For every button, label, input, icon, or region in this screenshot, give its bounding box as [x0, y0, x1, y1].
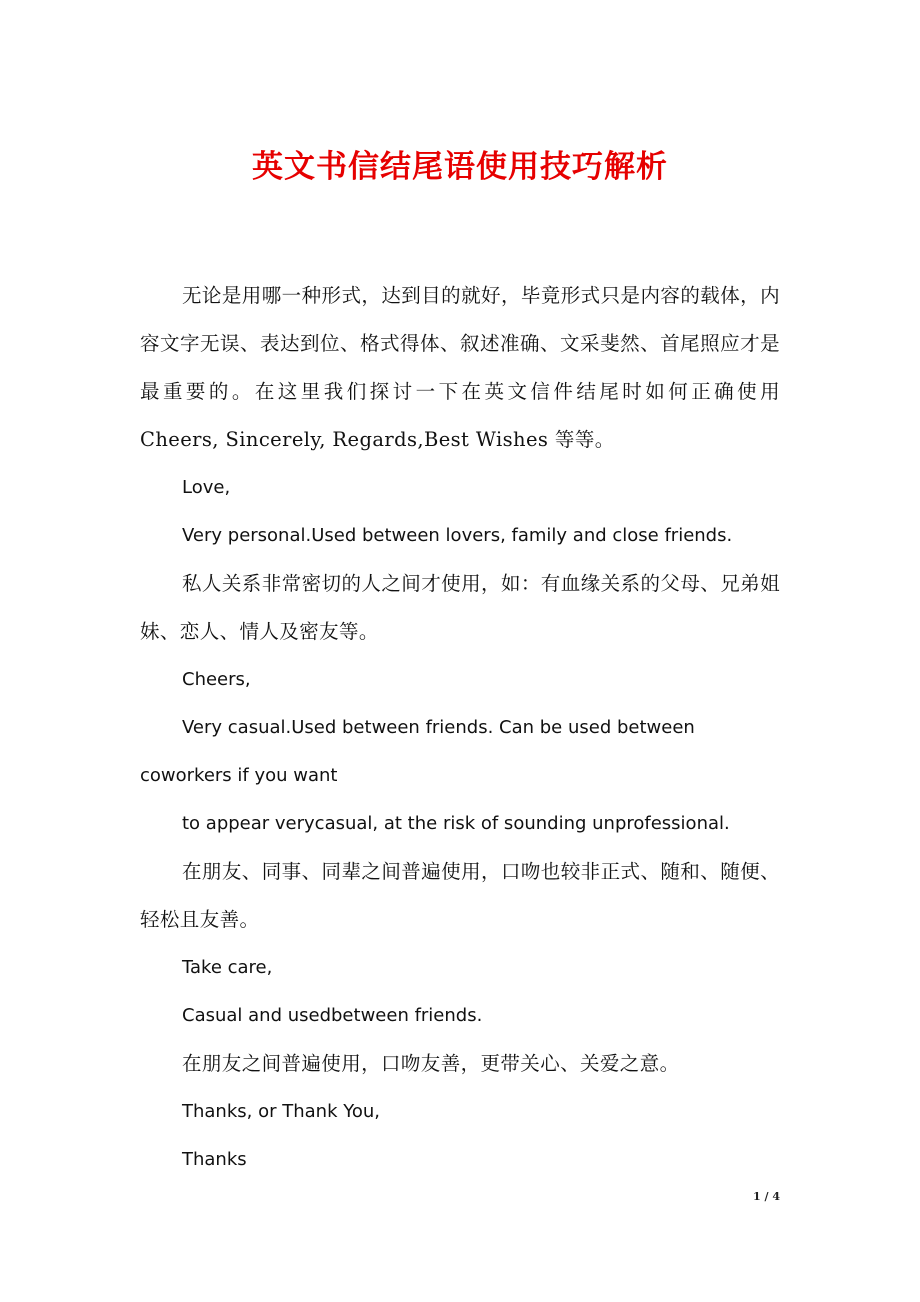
closing-thanks: Thanks, or Thank You, — [182, 1101, 380, 1122]
page-number: 1 / 4 — [753, 1190, 780, 1203]
take-care-description-zh: 在朋友之间普遍使用，口吻友善，更带关心、关爱之意。 — [182, 1052, 680, 1075]
love-description-zh: 私人关系非常密切的人之间才使用，如：有血缘关系的父母、兄弟姐妹、恋人、情人及密友等。 — [140, 572, 780, 643]
take-care-description-en: Casual and usedbetween friends. — [182, 1005, 483, 1026]
closing-love: Love, — [182, 477, 231, 498]
closing-cheers: Cheers, — [182, 669, 251, 690]
cheers-description-en: Very casual.Used between friends. Can be used between coworkers if you want — [140, 717, 695, 786]
cheers-description-zh: 在朋友、同事、同辈之间普遍使用，口吻也较非正式、随和、随便、轻松且友善。 — [140, 860, 780, 931]
thanks-text: Thanks — [182, 1149, 247, 1170]
cheers-description-en-continued: to appear verycasual, at the risk of sounding unprofessional. — [182, 813, 730, 834]
love-description-en: Very personal.Used between lovers, family and close friends. — [182, 525, 733, 546]
intro-paragraph: 无论是用哪一种形式，达到目的就好，毕竟形式只是内容的载体，内容文字无误、表达到位、格式得体、叙述准确、文采斐然、首尾照应才是最重要的。在这里我们探讨一下在英文信件结尾时如何正确使用 Cheers, Sincerely, Regards,Best Wishes 等等。 — [140, 284, 780, 451]
closing-take-care: Take care, — [182, 957, 273, 978]
document-title: 英文书信结尾语使用技巧解析 — [252, 149, 668, 185]
document-body — [140, 272, 780, 1184]
